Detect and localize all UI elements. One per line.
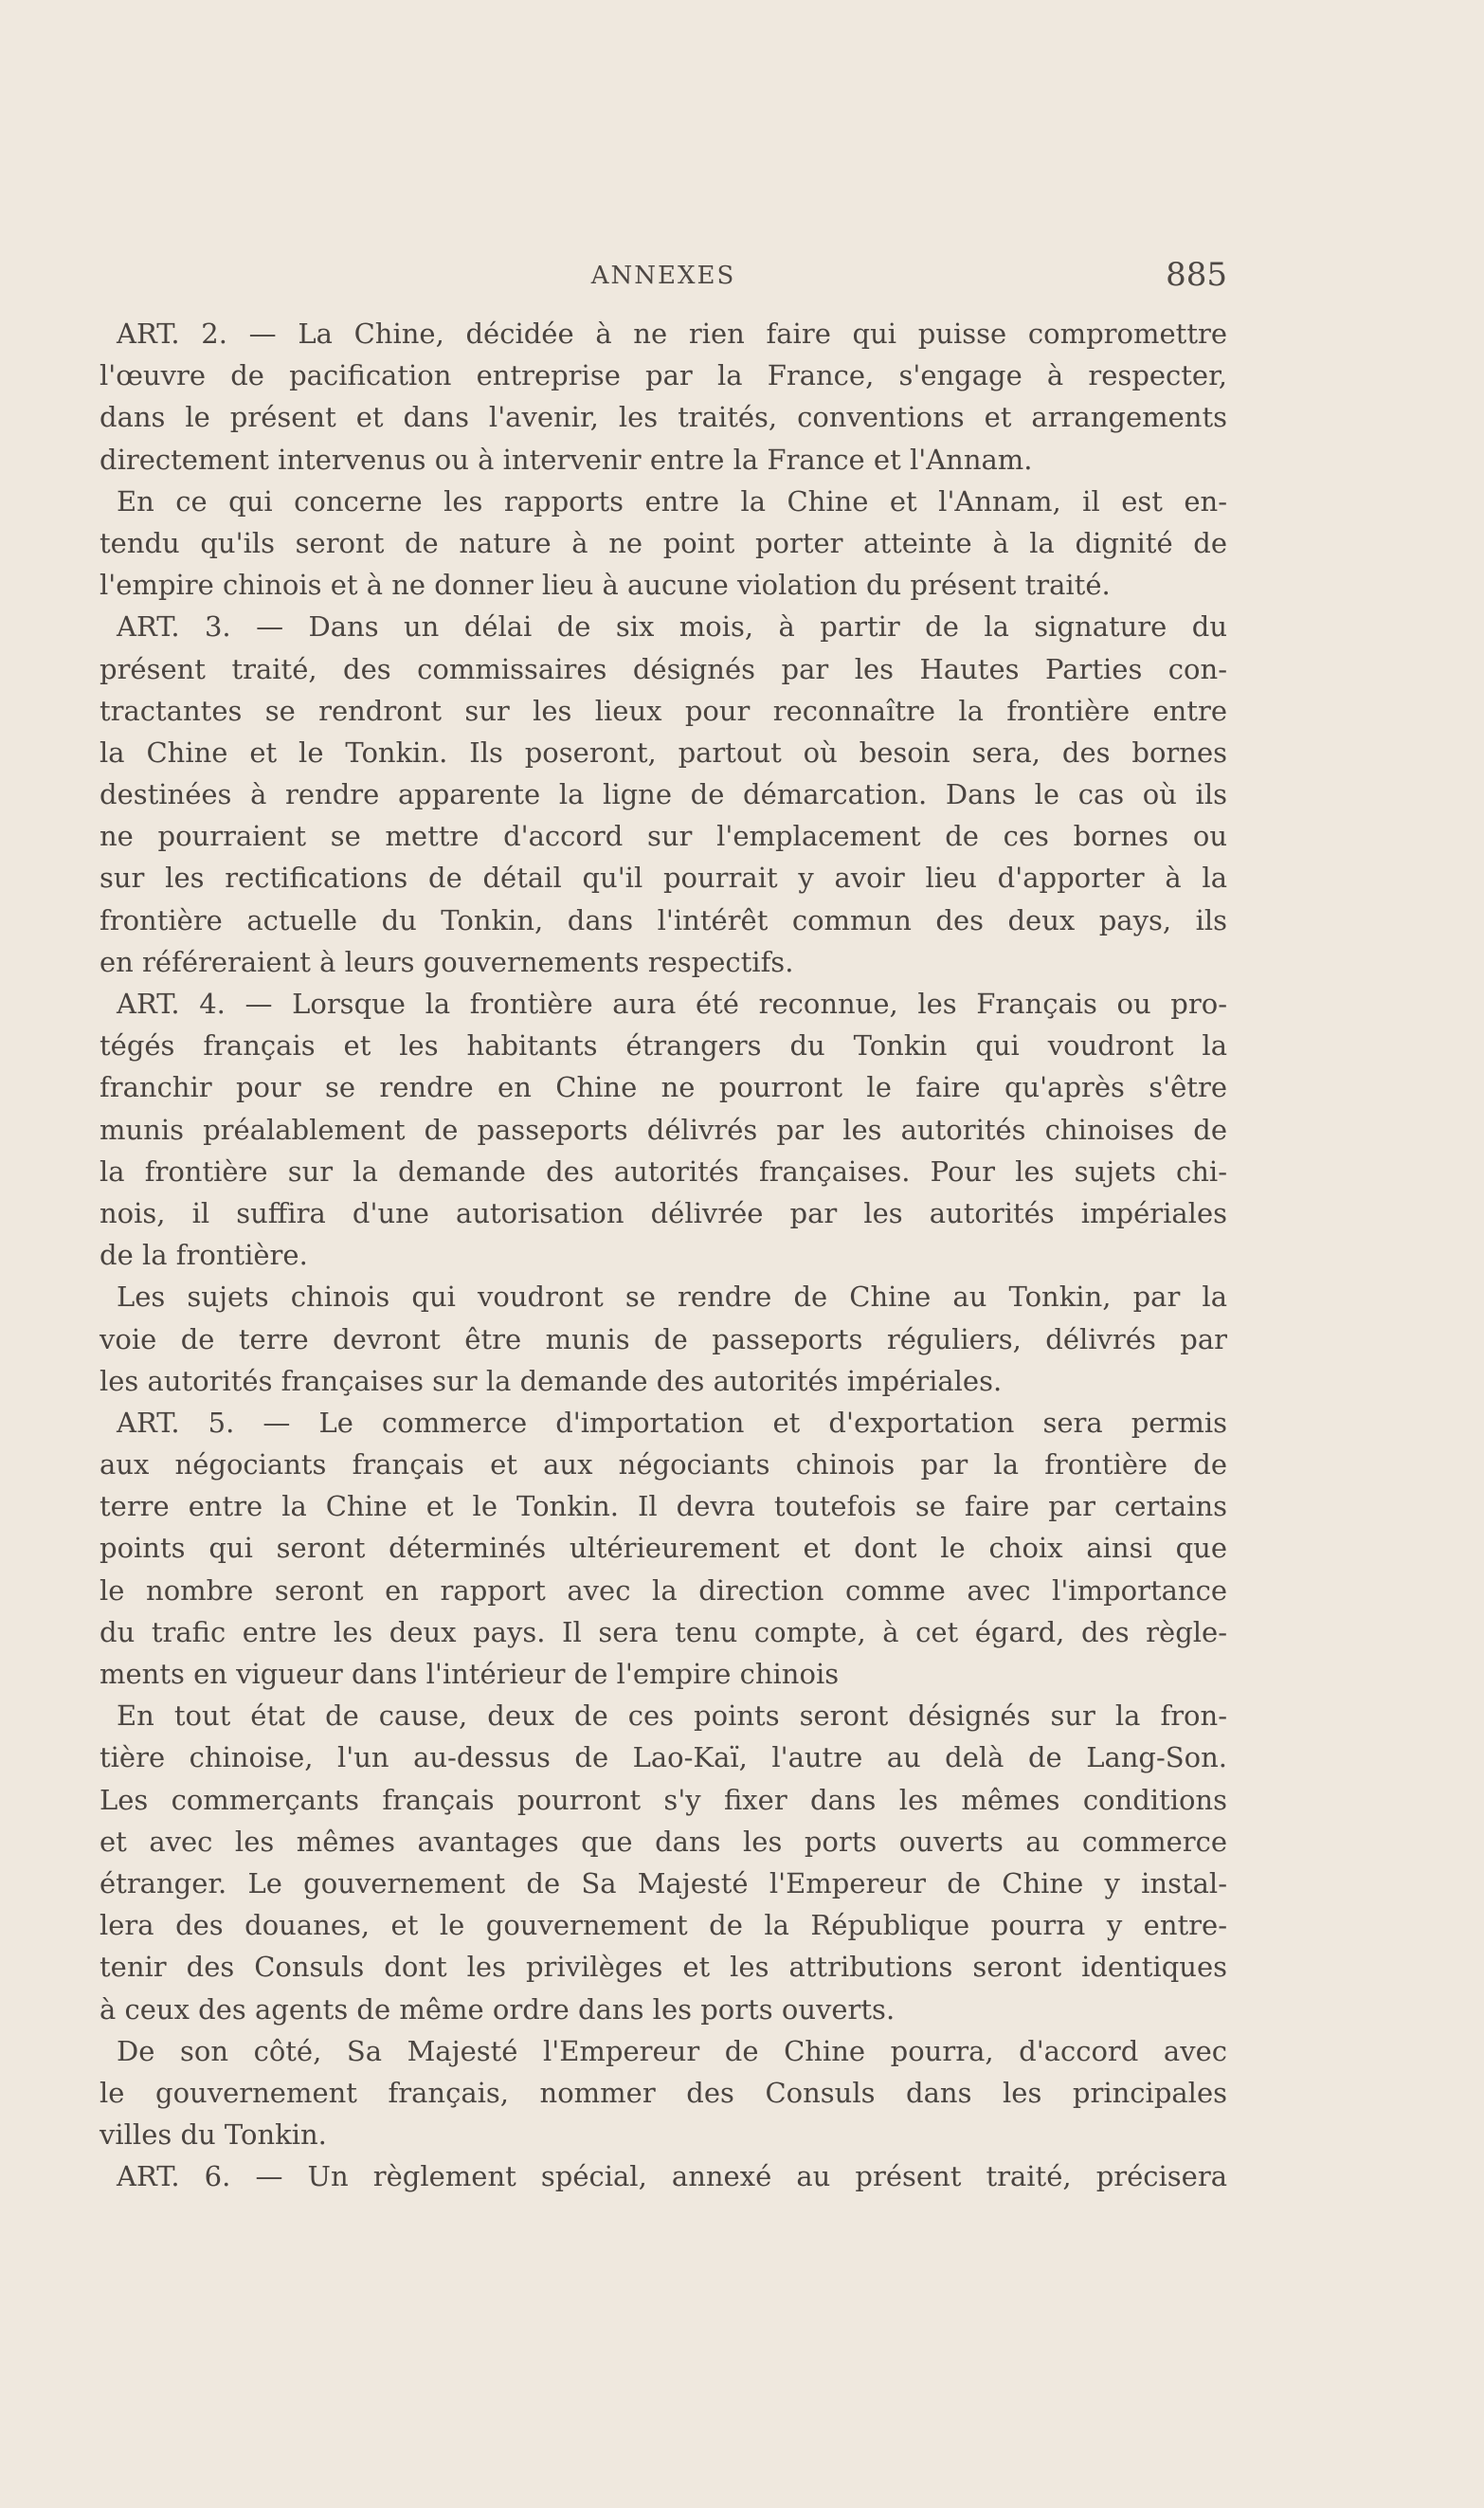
- text-line: points qui seront déterminés ultérieurement et dont le choix ainsi que: [100, 1532, 1227, 1565]
- text-line: ART. 4. — Lorsque la frontière aura été reconnue, les Français ou pro-: [117, 988, 1227, 1020]
- text-line: tractantes se rendront sur les lieux pour reconnaître la frontière entre: [100, 694, 1227, 727]
- running-title: ANNEXES: [590, 262, 736, 290]
- text-line: franchir pour se rendre en Chine ne pourront le faire qu'après s'être: [100, 1071, 1227, 1104]
- text-line: terre entre la Chine et le Tonkin. Il devra toutefois se faire par certains: [100, 1490, 1227, 1523]
- text-line: l'œuvre de pacification entreprise par la France, s'engage à respecter,: [100, 359, 1227, 392]
- text-line: De son côté, Sa Majesté l'Empereur de Chine pourra, d'accord avec: [117, 2034, 1227, 2067]
- text-line: Les commerçants français pourront s'y fixer dans les mêmes conditions: [100, 1783, 1227, 1816]
- text-line: dans le présent et dans l'avenir, les traités, conventions et arrangements: [100, 401, 1227, 434]
- text-line: tégés français et les habitants étrangers du Tonkin qui voudront la: [100, 1029, 1227, 1063]
- text-line: munis préalablement de passeports délivrés par les autorités chinoises de: [100, 1113, 1227, 1146]
- text-line: sur les rectifications de détail qu'il pourrait y avoir lieu d'apporter à la: [100, 862, 1227, 895]
- text-line: Les sujets chinois qui voudront se rendre de Chine au Tonkin, par la: [117, 1281, 1227, 1314]
- page-number: 885: [1166, 256, 1227, 294]
- text-line: ments en vigueur dans l'intérieur de l'empire chinois: [100, 1658, 840, 1690]
- text-line: voie de terre devront être munis de passeports réguliers, délivrés par: [100, 1322, 1227, 1355]
- text-line: et avec les mêmes avantages que dans les ports ouverts au commerce: [100, 1825, 1227, 1858]
- text-line: de la frontière.: [100, 1239, 308, 1272]
- text-line: ART. 2. — La Chine, décidée à ne rien faire qui puisse compromettre: [117, 318, 1227, 350]
- text-line: en référeraient à leurs gouvernements respectifs.: [100, 945, 794, 978]
- text-line: étranger. Le gouvernement de Sa Majesté l'Empereur de Chine y instal-: [100, 1866, 1227, 1899]
- text-line: En tout état de cause, deux de ces points seront désignés sur la fron-: [117, 1699, 1227, 1733]
- text-line: En ce qui concerne les rapports entre la Chine et l'Annam, il est en-: [117, 484, 1227, 518]
- text-line: le nombre seront en rapport avec la direction comme avec l'importance: [100, 1573, 1227, 1607]
- text-line: la frontière sur la demande des autorités françaises. Pour les sujets chi-: [100, 1154, 1227, 1188]
- text-line: le gouvernement français, nommer des Consuls dans les principales: [100, 2076, 1227, 2109]
- text-line: à ceux des agents de même ordre dans les ports ouverts.: [100, 1992, 896, 2026]
- text-line: tière chinoise, l'un au-dessus de Lao-Kaï, l'autre au delà de Lang-Son.: [100, 1741, 1227, 1774]
- text-line: aux négociants français et aux négociants chinois par la frontière de: [100, 1448, 1227, 1481]
- text-line: nois, il suffira d'une autorisation délivrée par les autorités impériales: [100, 1196, 1227, 1229]
- text-line: destinées à rendre apparente la ligne de démarcation. Dans le cas où ils: [100, 778, 1227, 811]
- text-line: ART. 5. — Le commerce d'importation et d'exportation sera permis: [117, 1406, 1227, 1439]
- running-head: [100, 256, 1227, 303]
- text-line: villes du Tonkin.: [100, 2118, 327, 2152]
- text-line: tendu qu'ils seront de nature à ne point porter atteinte à la dignité de: [100, 526, 1227, 559]
- text-line: frontière actuelle du Tonkin, dans l'intérêt commun des deux pays, ils: [100, 903, 1227, 936]
- text-line: ne pourraient se mettre d'accord sur l'emplacement de ces bornes ou: [100, 820, 1227, 853]
- text-line: la Chine et le Tonkin. Ils poseront, partout où besoin sera, des bornes: [100, 736, 1227, 769]
- text-line: ART. 6. — Un règlement spécial, annexé au présent traité, précisera: [117, 2160, 1227, 2193]
- text-line: les autorités françaises sur la demande des autorités impériales.: [100, 1364, 1003, 1397]
- text-line: ART. 3. — Dans un délai de six mois, à partir de la signature du: [117, 610, 1227, 644]
- body-text: [100, 313, 1227, 2197]
- text-line: du trafic entre les deux pays. Il sera tenu compte, à cet égard, des règle-: [100, 1615, 1227, 1648]
- text-line: l'empire chinois et à ne donner lieu à aucune violation du présent traité.: [100, 569, 1111, 602]
- text-line: directement intervenus ou à intervenir entre la France et l'Annam.: [100, 443, 1033, 476]
- text-line: lera des douanes, et le gouvernement de la République pourra y entre-: [100, 1909, 1227, 1942]
- text-line: tenir des Consuls dont les privilèges et les attributions seront identiques: [100, 1951, 1227, 1984]
- text-line: présent traité, des commissaires désignés par les Hautes Parties con-: [100, 652, 1227, 685]
